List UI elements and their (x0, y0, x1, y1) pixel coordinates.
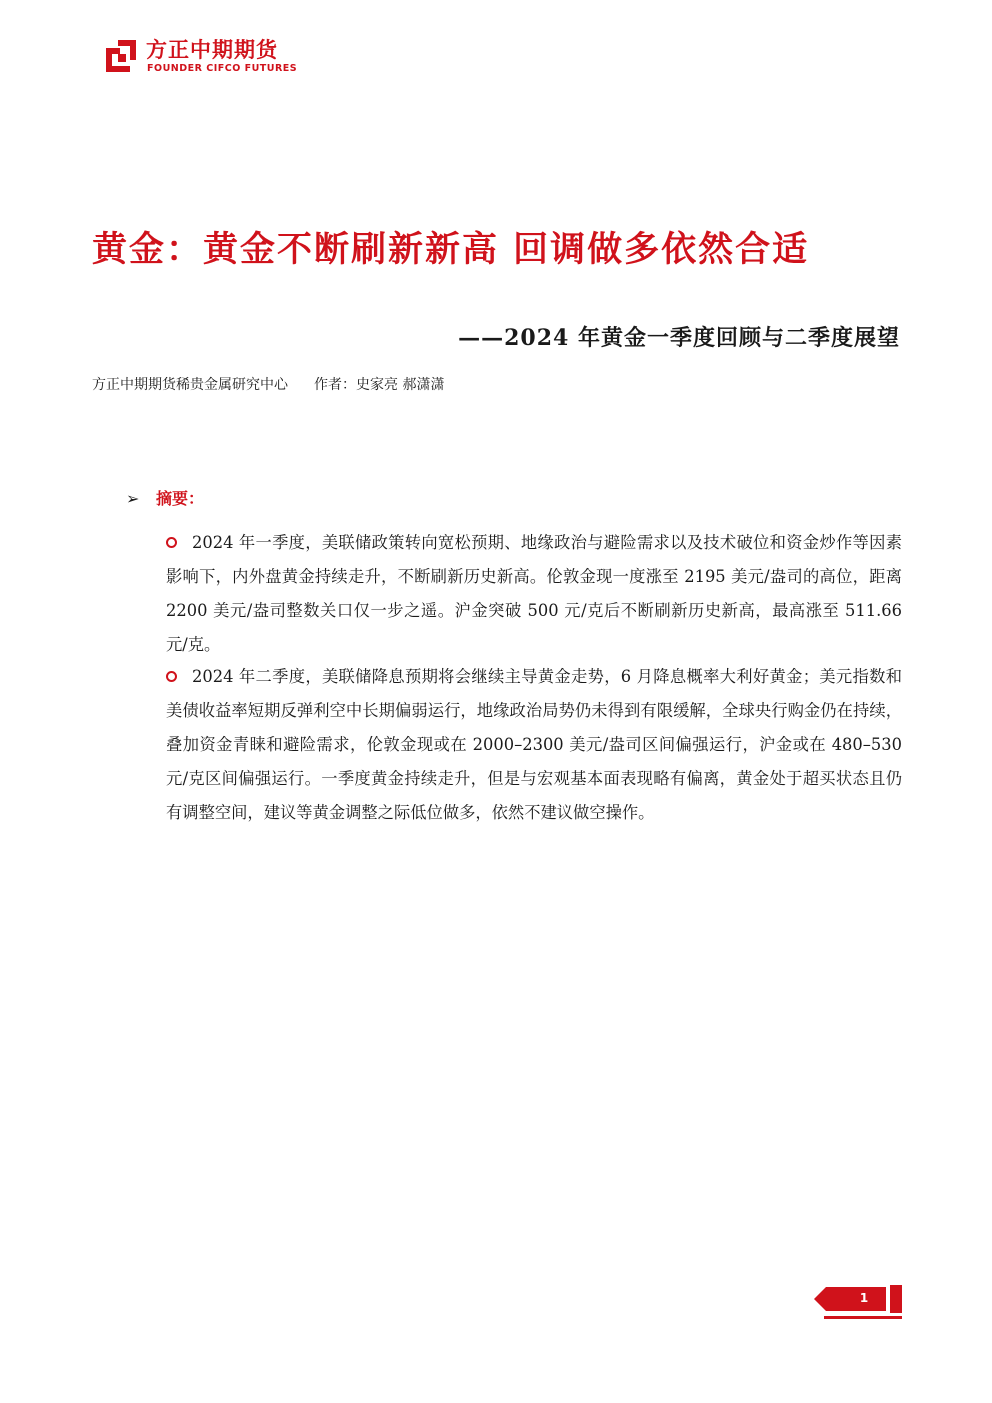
summary-paragraph (166, 660, 902, 830)
report-subtitle: ——2024 年黄金一季度回顾与二季度展望 (458, 325, 900, 351)
circle-bullet-icon (166, 671, 177, 682)
company-logo (100, 34, 320, 78)
summary-paragraph-text: 2024 年二季度，美联储降息预期将会继续主导黄金走势，6 月降息概率大利好黄金；美元指数和美债收益率短期反弹利空中长期偏弱运行，地缘政治局势仍未得到有限缓解，全球央行购金仍在持续，叠加资金青睐和避险需求，伦敦金现或在 2000–2300 美元/盎司区间偏强运行，沪金或在 480–530 元/克区间偏强运行。一季度黄金持续走升，但是与宏观基本面表现略有偏离，黄金处于超买状态且仍有调整空间，建议等黄金调整之际低位做多，依然不建议做空操作。 (166, 667, 902, 822)
byline (92, 374, 444, 394)
circle-bullet-icon (166, 537, 177, 548)
summary-heading-label: 摘要： (156, 489, 205, 508)
logo-english-name: FOUNDER CIFCO FUTURES (147, 63, 298, 74)
report-title: 黄金：黄金不断刷新新高 回调做多依然合适 (92, 229, 810, 270)
logo-chinese-name: 方正中期期货 (146, 38, 278, 62)
summary-paragraph-text: 2024 年一季度，美联储政策转向宽松预期、地缘政治与避险需求以及技术破位和资金炒作等因素影响下，内外盘黄金持续走升，不断刷新历史新高。伦敦金现一度涨至 2195 美元/盎司的高位，距离 2200 美元/盎司整数关口仅一步之遥。沪金突破 500 元/克后不断刷新历史新高，最高涨至 511.66 元/克。 (166, 533, 902, 654)
page-number: 1 (859, 1291, 869, 1305)
arrow-bullet-icon: ➢ (126, 489, 140, 508)
page-number-badge (812, 1285, 904, 1321)
institution: 方正中期期货稀贵金属研究中心 (92, 377, 288, 393)
summary-paragraph (166, 526, 902, 662)
authors: 作者：史家亮 郝潇潇 (314, 377, 445, 393)
summary-heading (126, 486, 204, 509)
logo-mark-icon (100, 36, 140, 76)
